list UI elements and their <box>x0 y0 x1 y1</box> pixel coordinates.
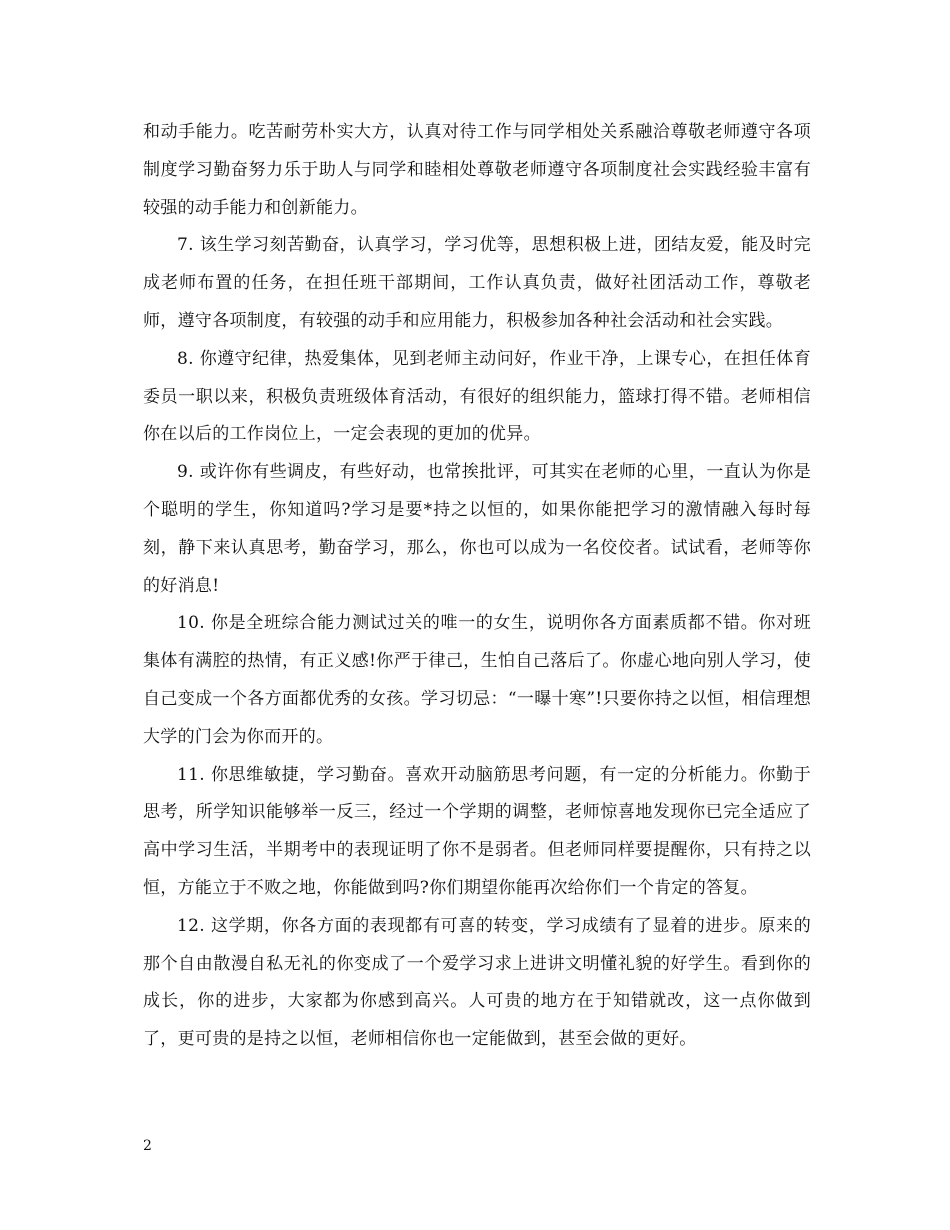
paragraph-item-8: 8. 你遵守纪律，热爱集体，见到老师主动问好，作业干净，上课专心，在担任体育委员一职以来，积极负责班级体育活动，有很好的组织能力，篮球打得不错。老师相信你在以后的工作岗位上，一定会表现的更加的优异。 <box>143 348 811 445</box>
document-body <box>143 114 811 1059</box>
paragraph-item-12: 12. 这学期，你各方面的表现都有可喜的转变，学习成绩有了显着的进步。原来的那个自由散漫自私无礼的你变成了一个爱学习求上进讲文明懂礼貌的好学生。看到你的成长，你的进步，大家都为你感到高兴。人可贵的地方在于知错就改，这一点你做到了，更可贵的是持之以恒，老师相信你也一定能做到，甚至会做的更好。 <box>143 915 811 1050</box>
page-number: 2 <box>143 1138 152 1154</box>
paragraph-item-11: 11. 你思维敏捷，学习勤奋。喜欢开动脑筋思考问题，有一定的分析能力。你勤于思考，所学知识能够举一反三，经过一个学期的调整，老师惊喜地发现你已完全适应了高中学习生活，半期考中的表现证明了你不是弱者。但老师同样要提醒你，只有持之以恒，方能立于不败之地，你能做到吗?你们期望你能再次给你们一个肯定的答复。 <box>143 764 811 898</box>
paragraph-item-9: 9. 或许你有些调皮，有些好动，也常挨批评，可其实在老师的心里，一直认为你是个聪明的学生，你知道吗?学习是要*持之以恒的，如果你能把学习的激情融入每时每刻，静下来认真思考，勤奋学习，那么，你也可以成为一名佼佼者。试试看，老师等你的好消息! <box>143 462 811 596</box>
paragraph-item-7: 7. 该生学习刻苦勤奋，认真学习，学习优等，思想积极上进，团结友爱，能及时完成老师布置的任务，在担任班干部期间，工作认真负责，做好社团活动工作，尊敬老师，遵守各项制度，有较强的动手和应用能力，积极参加各种社会活动和社会实践。 <box>143 235 811 331</box>
paragraph-continued: 和动手能力。吃苦耐劳朴实大方，认真对待工作与同学相处关系融洽尊敬老师遵守各项制度学习勤奋努力乐于助人与同学和睦相处尊敬老师遵守各项制度社会实践经验丰富有较强的动手能力和创新能力。 <box>143 122 811 218</box>
paragraph-item-10: 10. 你是全班综合能力测试过关的唯一的女生，说明你各方面素质都不错。你对班集体有满腔的热情，有正义感!你严于律己，生怕自己落后了。你虚心地向别人学习，使自己变成一个各方面都优秀的女孩。学习切忌：“一曝十寒”!只要你持之以恒，相信理想大学的门会为你而开的。 <box>143 613 811 747</box>
